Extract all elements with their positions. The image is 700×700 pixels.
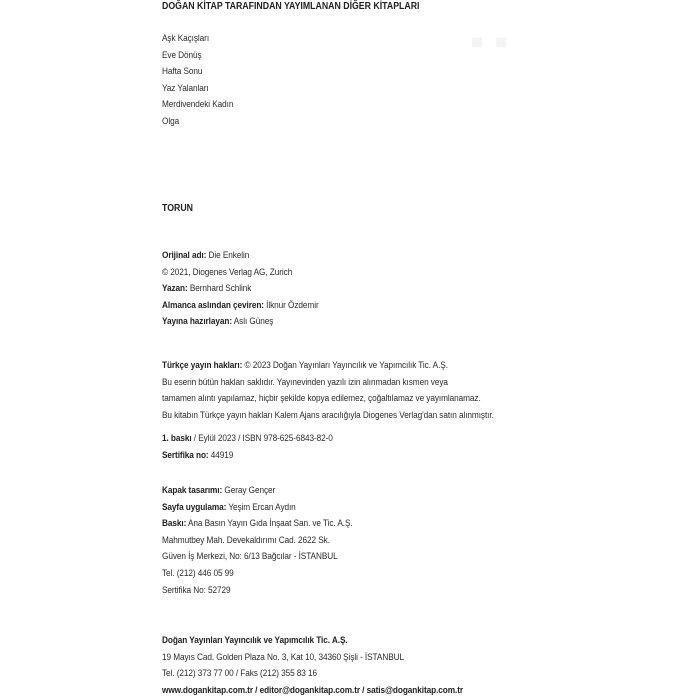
editor-line — [162, 314, 319, 331]
printer-address-line: Mahmutbey Mah. Devekaldırımı Cad. 2622 Sk. — [162, 534, 330, 546]
printer-address-line: Güven İş Merkezi, No: 6/13 Bağcılar - İSTANBUL — [162, 551, 338, 563]
translator-label: Almanca aslından çeviren: — [162, 299, 264, 311]
cover-design-label: Kapak tasarımı: — [162, 485, 223, 496]
rights-block — [162, 358, 548, 424]
other-book-title: Hafta Sonu — [162, 66, 203, 78]
other-book-title: Olga — [162, 115, 180, 127]
editor: Aslı Güneş — [233, 316, 274, 328]
printer-certificate: Sertifika No: 52729 — [162, 584, 231, 596]
translator-line — [162, 298, 319, 315]
publisher-name: Doğan Yayınları Yayıncılık ve Yapımcılık Tic. A.Ş. — [162, 635, 348, 646]
layout-line — [162, 500, 353, 517]
certificate-line — [162, 448, 333, 465]
other-book-title: Merdivendeki Kadın — [162, 99, 234, 111]
rights-text-line: Bu kitabın Türkçe yayın hakları Kalem Ajans aracılığıyla Diogenes Verlag'dan satın alınmıştır. — [162, 409, 494, 421]
rights-label: Türkçe yayın hakları: — [162, 360, 243, 371]
edition-text: / Eylül 2023 / ISBN 978-625-6843-82-0 — [191, 433, 333, 444]
bleed-through-mark: ▪ ▪ — [470, 19, 509, 64]
production-block — [162, 483, 384, 599]
rights-text-line: tamamen alıntı yapılamaz, hiçbir şekilde kopya edilemez, çoğaltılamaz ve yayımlanamaz. — [162, 393, 481, 405]
edition-block — [162, 431, 361, 464]
book-title: TORUN — [162, 203, 194, 214]
author-label: Yazan: — [162, 283, 188, 295]
publisher-phone: Tel. (212) 373 77 00 / Faks (212) 355 83 16 — [162, 668, 318, 680]
layout-label: Sayfa uygulama: — [162, 501, 227, 513]
layout-designer: Yeşim Ercan Aydın — [228, 501, 296, 513]
original-copyright: © 2021, Diogenes Verlag AG, Zurich — [162, 266, 293, 278]
rights-text-line: Bu eserin bütün hakları saklıdır. Yayınevinden yazılı izin alınmadan kısmen veya — [162, 376, 448, 388]
original-title-line — [162, 248, 319, 265]
edition-line — [162, 431, 333, 448]
rights-holder-line — [162, 358, 494, 375]
printer-phone: Tel. (212) 446 05 99 — [162, 567, 234, 579]
certificate-number: 44919 — [210, 449, 234, 461]
publisher-address: 19 Mayıs Cad. Golden Plaza No. 3, Kat 10, 34360 Şişli - İSTANBUL — [162, 651, 404, 663]
print-line — [162, 516, 353, 533]
certificate-label: Sertifika no: — [162, 449, 209, 461]
credits-block — [162, 248, 344, 331]
translator: İlknur Özdemir — [266, 299, 319, 311]
other-books-heading: DOĞAN KİTAP TARAFINDAN YAYIMLANAN DİĞER KİTAPLARI — [162, 1, 420, 12]
publisher-block — [162, 633, 512, 699]
edition-label: 1. baskı — [162, 433, 192, 444]
author: Bernhard Schlink — [189, 283, 252, 295]
publisher-web: www.dogankitap.com.tr / editor@dogankitap.com.tr / satis@dogankitap.com.tr — [162, 684, 463, 696]
author-line — [162, 281, 319, 298]
original-title: Die Enkelin — [208, 250, 250, 261]
cover-designer: Geray Gençer — [224, 485, 276, 496]
print-label: Baskı: — [162, 518, 187, 530]
rights-holder: © 2023 Doğan Yayınları Yayıncılık ve Yapımcılık Tic. A.Ş. — [244, 360, 448, 371]
original-title-label: Orijinal adı: — [162, 250, 207, 261]
other-book-title: Yaz Yalanları — [162, 82, 209, 94]
editor-label: Yayına hazırlayan: — [162, 316, 232, 328]
other-book-title: Aşk Kaçışları — [162, 33, 210, 44]
printer: Ana Basın Yayın Gıda İnşaat San. ve Tic. A.Ş. — [188, 518, 353, 530]
cover-design-line — [162, 483, 353, 500]
other-book-title: Eve Dönüş — [162, 49, 202, 61]
other-books-list — [162, 31, 245, 131]
